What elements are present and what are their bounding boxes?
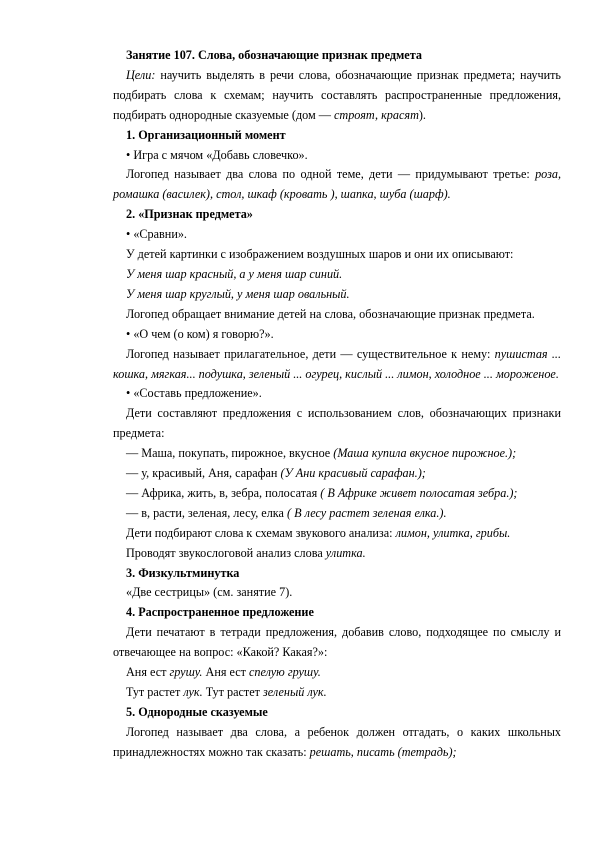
- s4-line-1-b: грушу.: [169, 665, 203, 680]
- section-heading-5: 5. Однородные сказуемые: [126, 704, 268, 719]
- section-heading-1: 1. Организационный момент: [126, 127, 286, 142]
- s2-example-5: лимон, улитка, грибы.: [395, 525, 511, 540]
- s4-line-2-a: Тут растет: [126, 685, 184, 699]
- s2-text-2: Логопед обращает внимание детей на слова, обозначающие признак предмета.: [126, 306, 535, 321]
- section-heading-3: 3. Физкультминутка: [126, 565, 240, 580]
- s5-paragraph: [113, 723, 561, 763]
- s4-line-1-c: Аня ест: [202, 665, 250, 680]
- s2-example-2: У меня шар круглый, у меня шар овальный.: [126, 286, 350, 301]
- sentence-words-c: — Африка, жить, в, зебра, полосатая: [126, 485, 321, 500]
- s4-line-1-a: Аня ест: [126, 665, 170, 680]
- sentence-item-d: [113, 504, 561, 524]
- sentence-item-a: [113, 444, 561, 464]
- s2-example-3: пушистая ... кошка, мягкая... подушка, зеленый ... огурец, кислый ... лимон, холодное ... мороженое.: [113, 346, 562, 381]
- s2-example-1: У меня шар красный, а у меня шар синий.: [126, 266, 343, 281]
- s2-text-3: Логопед называет прилагательное, дети — существительное к нему:: [126, 346, 495, 361]
- s2-text-1: У детей картинки с изображением воздушных шаров и они их описывают:: [126, 247, 514, 262]
- section-heading-4: 4. Распространенное предложение: [126, 605, 314, 620]
- goals-label: Цели:: [126, 67, 156, 82]
- sentence-answer-b: (У Ани красивый сарафан.);: [280, 466, 426, 481]
- s1-examples: роза, ромашка (василек), стол, шкаф (кровать ), шапка, шуба (шарф).: [113, 167, 561, 202]
- sentence-item-b: [113, 464, 561, 484]
- s5-example: решать, писать (тетрадь);: [309, 744, 457, 759]
- sentence-words-b: — у, красивый, Аня, сарафан: [126, 466, 281, 481]
- document-body: [113, 46, 561, 763]
- s4-line-2-b: лук.: [183, 685, 203, 699]
- s2-paragraph-3: [113, 345, 561, 385]
- game-compare: • «Сравни».: [126, 227, 187, 242]
- sentence-item-c: [113, 484, 561, 504]
- s2-paragraph-5: [113, 524, 561, 544]
- s2-text-4: Дети составляют предложения с использованием слов, обозначающих признаки предмета:: [113, 406, 561, 441]
- s4-line-1-d: спелую грушу.: [249, 665, 321, 680]
- goals-example: строят, красят: [334, 107, 419, 122]
- game-make-sentence: • «Составь предложение».: [126, 386, 262, 401]
- sentence-words-a: — Маша, покупать, пирожное, вкусное: [126, 446, 334, 461]
- goals-paragraph: [113, 66, 561, 126]
- goals-end: ).: [418, 107, 426, 122]
- s4-line-2-c: Тут растет: [202, 685, 264, 699]
- s4-line-2-d: зеленый лук.: [263, 685, 327, 699]
- goals-text: научить выделять в речи слова, обозначающие признак предмета; научить подбирать слова к схемам; научить составлять распространенные предложения, подбирать однородные сказуемые (дом —: [113, 67, 561, 122]
- s3-text: «Две сестрицы» (см. занятие 7).: [126, 585, 293, 600]
- s2-text-6: Проводят звукослоговой анализ слова: [126, 545, 326, 560]
- section-heading-2: 2. «Признак предмета»: [126, 207, 253, 222]
- s4-line-2: [113, 683, 561, 703]
- s5-text: Логопед называет два слова, а ребенок должен отгадать, о каких школьных принадлежностях можно так сказать:: [113, 724, 561, 759]
- s1-paragraph: [113, 165, 561, 205]
- lesson-title: Занятие 107. Слова, обозначающие признак предмета: [126, 48, 422, 62]
- s4-text: Дети печатают в тетради предложения, добавив слово, подходящее по смыслу и отвечающее на вопрос: «Какой? Какая?»:: [113, 625, 561, 660]
- game-add-word: • Игра с мячом «Добавь словечко».: [126, 147, 308, 162]
- game-who-am-i-talking-about: • «О чем (о ком) я говорю?».: [126, 326, 274, 341]
- s2-text-5: Дети подбирают слова к схемам звукового анализа:: [126, 525, 396, 540]
- sentence-answer-d: ( В лесу растет зеленая елка.).: [286, 505, 447, 520]
- s2-paragraph-6: [113, 544, 561, 564]
- s2-example-6: улитка.: [325, 545, 366, 560]
- s4-line-1: [113, 663, 561, 683]
- sentence-answer-c: ( В Африке живет полосатая зебра.);: [320, 485, 518, 500]
- sentence-words-d: — в, расти, зеленая, лесу, елка: [126, 505, 287, 520]
- sentence-answer-a: (Маша купила вкусное пирожное.);: [333, 446, 517, 461]
- s1-text: Логопед называет два слова по одной теме, дети — придумывают третье:: [126, 167, 536, 182]
